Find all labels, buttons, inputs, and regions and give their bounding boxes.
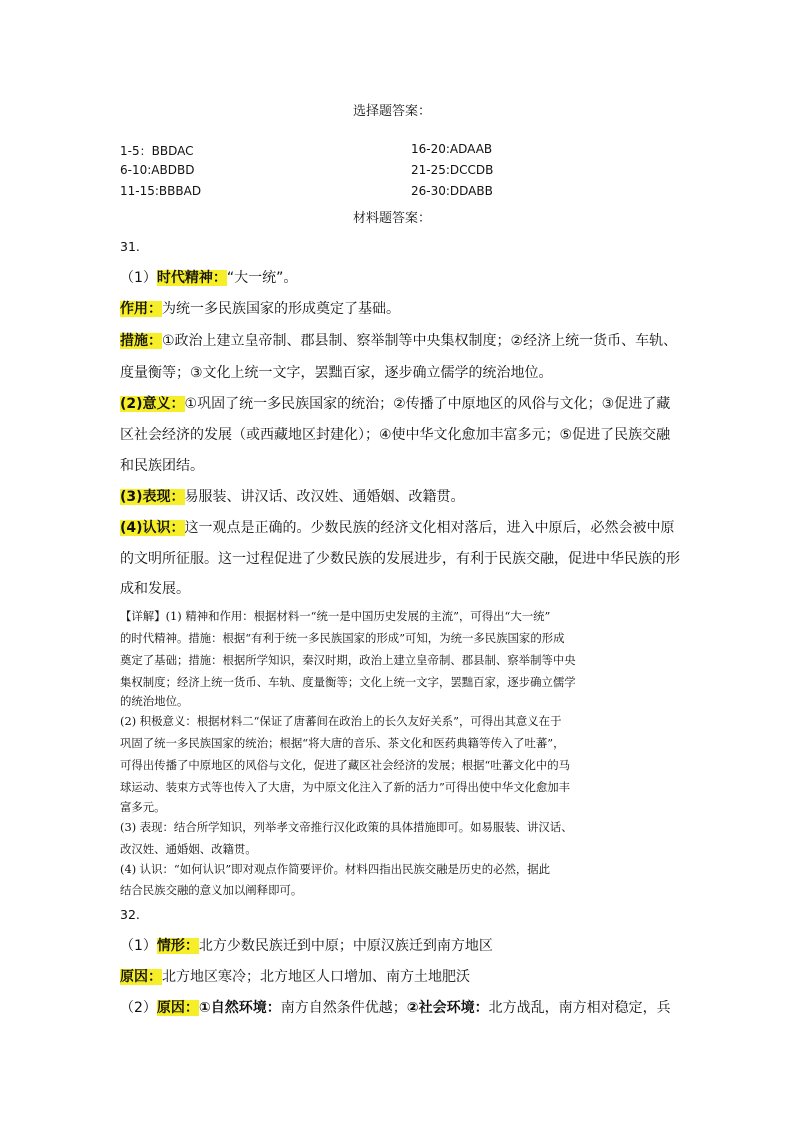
answer-text: ①巩固了统一多民族国家的统治；②传播了中原地区的风俗与文化；③促进了藏 bbox=[184, 396, 671, 412]
answer-line: 26-30:DDABB bbox=[411, 184, 493, 198]
q31-answer-1 bbox=[120, 271, 297, 285]
q31-answer-4-line2: 区社会经济的发展（或西藏地区封建化）；④使中华文化愈加丰富多元；⑤促进了民族交融 bbox=[120, 427, 671, 443]
material-answers-title: 材料题答案： bbox=[353, 211, 432, 226]
detail-line: 可得出传播了中原地区的风俗与文化，促进了藏区社会经济的发展；根据“吐蕃文化中的马 bbox=[120, 758, 571, 772]
highlight-label: (2)意义： bbox=[120, 396, 185, 412]
highlight-label: 作用： bbox=[120, 301, 162, 317]
q31-answer-6-line2: 的文明所征服。这一过程促进了少数民族的发展进步，有利于民族交融，促进中华民族的形 bbox=[120, 551, 680, 567]
choice-answers-title: 选择题答案： bbox=[353, 104, 432, 119]
answer-text: 易服装、讲汉话、改汉姓、通婚姻、改籍贯。 bbox=[184, 489, 465, 505]
q31-answer-5 bbox=[120, 490, 465, 504]
highlight-label: (3)表现： bbox=[120, 489, 185, 505]
highlight-label: 原因： bbox=[120, 969, 162, 985]
highlight-label: 时代精神： bbox=[156, 270, 227, 286]
answer-line: 1-5：BBDAC bbox=[120, 144, 194, 158]
highlight-label: (4)认识： bbox=[120, 520, 185, 536]
q32-answer-3 bbox=[120, 1001, 671, 1015]
detail-line: 改汉姓、通婚姻、改籍贯。 bbox=[120, 842, 257, 856]
answer-text: 北方少数民族迁到中原；中原汉族迁到南方地区 bbox=[198, 938, 493, 954]
answer-text: 北方战乱，南方相对稳定，兵 bbox=[488, 1000, 671, 1016]
detail-line: 巩固了统一多民族国家的统治；根据“将大唐的音乐、茶文化和医药典籍等传入了吐蕃”， bbox=[120, 736, 565, 750]
detail-line: 集权制度；经济上统一货币、车轨、度量衡等；文化上统一文字，罢黜百家，逐步确立儒学 bbox=[120, 675, 576, 689]
answer-text: ①政治上建立皇帝制、郡县制、察举制等中央集权制度；②经济上统一货币、车轨、 bbox=[162, 333, 678, 349]
answer-text: 北方地区寒冷；北方地区人口增加、南方土地肥沃 bbox=[162, 969, 470, 985]
answer-line: 21-25:DCCDB bbox=[411, 163, 494, 177]
answer-line: 16-20:ADAAB bbox=[411, 142, 493, 156]
sub-label: ②社会环境： bbox=[406, 1000, 489, 1016]
detail-line: (3) 表现：结合所学知识，列举孝文帝推行汉化政策的具体措施即可。如易服装、讲汉话、 bbox=[120, 820, 573, 834]
detail-line: 的时代精神。措施：根据“有利于统一多民族国家的形成”可知，为统一多民族国家的形成 bbox=[120, 631, 565, 645]
q32-answer-1 bbox=[120, 939, 493, 953]
prefix: （1） bbox=[120, 270, 157, 286]
prefix: （1） bbox=[120, 938, 157, 954]
highlight-label: 措施： bbox=[120, 333, 162, 349]
sub-label: ①自然环境： bbox=[198, 1000, 281, 1016]
q32-answer-2 bbox=[120, 970, 470, 984]
detail-line: 结合民族交融的意义加以阐释即可。 bbox=[120, 883, 303, 897]
prefix: （2） bbox=[120, 1000, 157, 1016]
q31-answer-3-line2: 度量衡等；③文化上统一文字，罢黜百家，逐步确立儒学的统治地位。 bbox=[120, 365, 553, 381]
q31-answer-4-line3: 和民族团结。 bbox=[120, 458, 204, 474]
detail-line: 【详解】(1) 精神和作用：根据材料一“统一是中国历史发展的主流”，可得出“大一统” bbox=[120, 609, 551, 623]
q31-answer-2 bbox=[120, 302, 400, 316]
detail-line: 奠定了基础；措施：根据所学知识，秦汉时期，政治上建立皇帝制、郡县制、察举制等中央 bbox=[120, 653, 576, 667]
detail-line: 的统治地位。 bbox=[120, 694, 189, 708]
detail-line: (2) 积极意义：根据材料二“保证了唐蕃间在政治上的长久友好关系”，可得出其意义在于 bbox=[120, 714, 562, 728]
answer-line: 11-15:BBBAD bbox=[120, 184, 202, 198]
answer-line: 6-10:ABDBD bbox=[120, 163, 195, 177]
answer-text: 这一观点是正确的。少数民族的经济文化相对落后，进入中原后，必然会被中原 bbox=[184, 520, 675, 536]
q31-answer-6-line3: 成和发展。 bbox=[120, 581, 190, 597]
answer-text: “大一统”。 bbox=[226, 270, 298, 286]
highlight-label: 情形： bbox=[156, 938, 199, 954]
question-number: 31. bbox=[120, 239, 140, 254]
detail-line: (4) 认识：“如何认识”即对观点作简要评价。材料四指出民族交融是历史的必然，据此 bbox=[120, 862, 551, 876]
highlight-label: 原因： bbox=[156, 1000, 199, 1016]
detail-line: 球运动、装束方式等也传入了大唐，为中原文化注入了新的活力”可得出使中华文化愈加丰 bbox=[120, 780, 571, 794]
q31-answer-4-line1 bbox=[120, 397, 670, 411]
question-number: 32. bbox=[120, 907, 140, 922]
q31-answer-6-line1 bbox=[120, 521, 675, 535]
answer-text: 为统一多民族国家的形成奠定了基础。 bbox=[162, 301, 400, 317]
answer-text: 南方自然条件优越； bbox=[280, 1000, 407, 1016]
q31-answer-3-line1 bbox=[120, 334, 677, 348]
detail-line: 富多元。 bbox=[120, 800, 166, 814]
